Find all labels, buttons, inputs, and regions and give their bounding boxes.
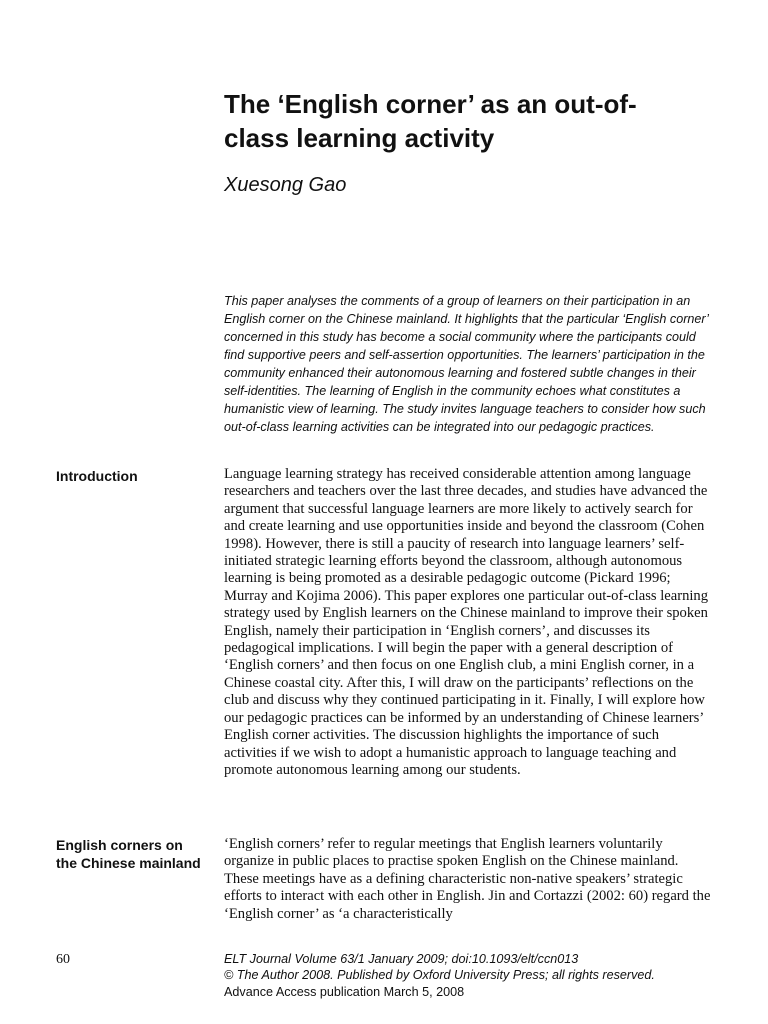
section-body-introduction: Language learning strategy has received considerable attention among language researchers and teachers over the last three decades, and studies have advanced the argument that successful language learners are more likely to actively search for and create learning and use opportunities inside and beyond the classroom (Cohen 1998). However, there is still a paucity of research into language learners’ self-initiated strategic learning efforts beyond the classroom, although autonomous learning is being promoted as a desirable pedagogic outcome (Pickard 1996; Murray and Kojima 2006). This paper explores one particular out-of-class learning strategy used by English learners on the Chinese mainland to improve their spoken English, namely their participation in ‘English corners’, and discusses its pedagogical implications. I will begin the paper with a general description of ‘English corners’ and then focus on one English club, a mini English corner, in a Chinese coastal city. After this, I will draw on the participants’ reflections on the club and discuss why they continued participating in it. Finally, I will explore how our pedagogic practices can be informed by an understanding of Chinese learners’ English corner activities. The discussion highlights the importance of such activities if we wish to adopt a humanistic approach to language teaching and promote autonomous learning among our students. — [224, 466, 709, 778]
copyright-line: © The Author 2008. Published by Oxford University Press; all rights reserved. — [224, 968, 655, 983]
page-number: 60 — [56, 952, 70, 967]
author-name: Xuesong Gao — [224, 174, 347, 196]
section-body-english-corners: ‘English corners’ refer to regular meetings that English learners voluntarily organize in public places to practise spoken English on the Chinese mainland. These meetings have as a defining characteristic non-native speakers’ strategic efforts to interact with each other in English. Jin and Cortazzi (2002: 60) regard the ‘English corner’ as ‘a characteristically — [224, 836, 711, 922]
section-heading-english-corners: English corners on the Chinese mainland — [56, 837, 201, 871]
access-line: Advance Access publication March 5, 2008 — [224, 984, 465, 999]
footer-citation — [224, 951, 724, 1000]
section-heading-introduction: Introduction — [56, 468, 138, 484]
abstract: This paper analyses the comments of a group of learners on their participation in an English corner on the Chinese mainland. It highlights that the particular ‘English corner’ concerned in this study has become a social community where the participants could find supportive peers and self-assertion opportunities. The learners’ participation in the community enhanced their autonomous learning and fostered subtle changes in their self-identities. The learning of English in the community echoes what constitutes a humanistic view of learning. The study invites language teachers to consider how such out-of-class learning activities can be integrated into our pedagogic practices. — [224, 294, 709, 434]
article-title: The ‘English corner’ as an out-of-class learning activity — [224, 89, 637, 153]
journal-line: ELT Journal Volume 63/1 January 2009; doi:10.1093/elt/ccn013 — [224, 952, 579, 966]
